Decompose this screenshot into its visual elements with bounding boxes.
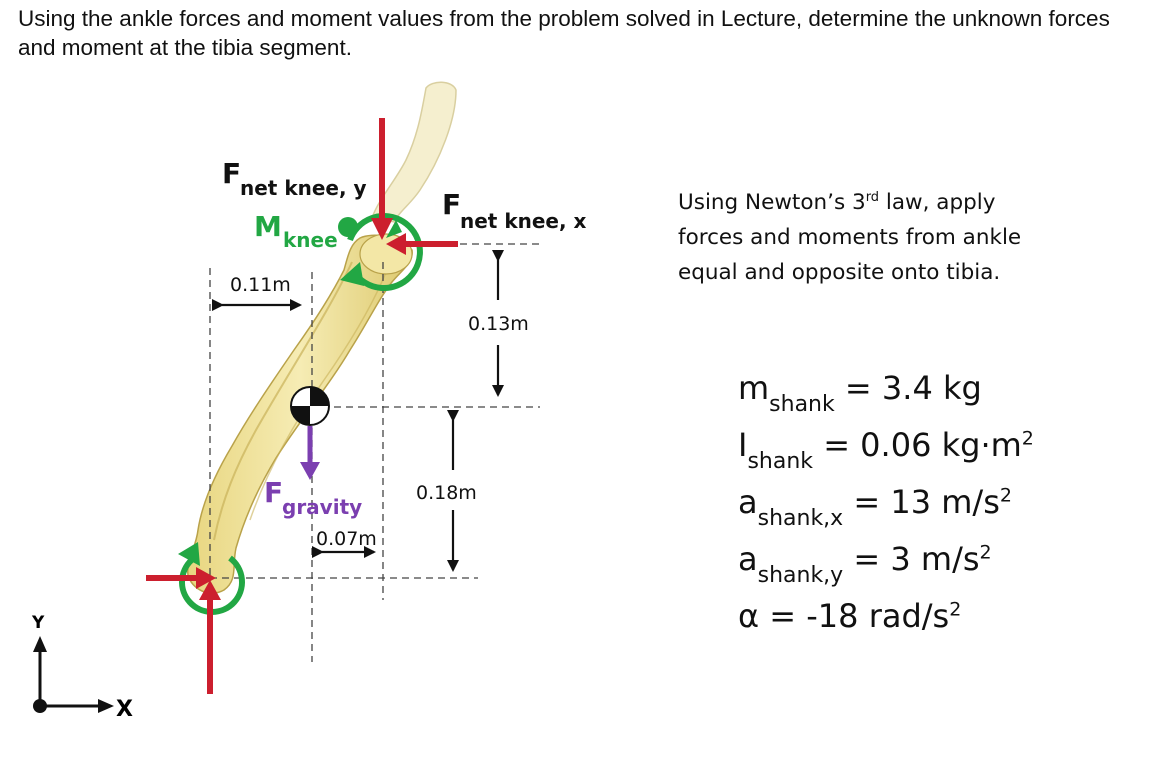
label-force-knee-x xyxy=(442,188,587,233)
svg-text:F: F xyxy=(222,157,242,190)
dim-ankle-horizontal: 0.07m xyxy=(316,528,377,550)
problem-statement: Using the ankle forces and moment values from the problem solved in Lecture, determine the unknown forces and moment at the tibia segment. xyxy=(18,6,1110,60)
param-accel-x: $a_{shank,x} = 13$ $m/s^2$ xyxy=(738,483,1012,531)
svg-text:M: M xyxy=(254,210,282,243)
param-accel-y: $a_{shank,y} = 3$ $m/s^2$ xyxy=(738,540,992,588)
dim-knee-vertical: 0.13m xyxy=(468,313,529,335)
center-of-mass-icon xyxy=(291,387,329,425)
parameter-list xyxy=(738,362,1138,642)
newton-third-law-note xyxy=(678,180,1138,290)
svg-text:F: F xyxy=(264,476,284,509)
svg-text:F: F xyxy=(442,188,462,221)
svg-text:gravity: gravity xyxy=(282,495,363,519)
label-force-knee-y xyxy=(222,157,367,200)
dim-ankle-vertical: 0.18m xyxy=(416,482,477,504)
param-mass: $m_{shank} = 3.4$ kg xyxy=(738,369,982,417)
svg-text:net knee, x: net knee, x xyxy=(460,209,587,233)
svg-text:knee: knee xyxy=(283,228,338,252)
note-line-2: forces and moments from ankle xyxy=(678,225,1022,251)
note-line-1: Using Newton’s 3rd law, apply xyxy=(678,190,996,216)
coordinate-axes xyxy=(31,613,133,722)
label-force-gravity xyxy=(264,476,362,519)
param-angular-accel: α = -18 rad/$s^2$ xyxy=(738,597,962,635)
note-line-3: equal and opposite onto tibia. xyxy=(678,260,1001,286)
axis-y-label: Y xyxy=(32,613,45,633)
axis-x-label: X xyxy=(116,697,133,722)
dim-knee-horizontal: 0.11m xyxy=(230,274,291,296)
svg-text:net knee, y: net knee, y xyxy=(240,176,367,200)
knee-moment-dot xyxy=(338,217,358,237)
param-inertia: $I_{shank} = 0.06$ $kg\cdot m^2$ xyxy=(738,426,1034,474)
label-moment-knee xyxy=(254,210,338,252)
